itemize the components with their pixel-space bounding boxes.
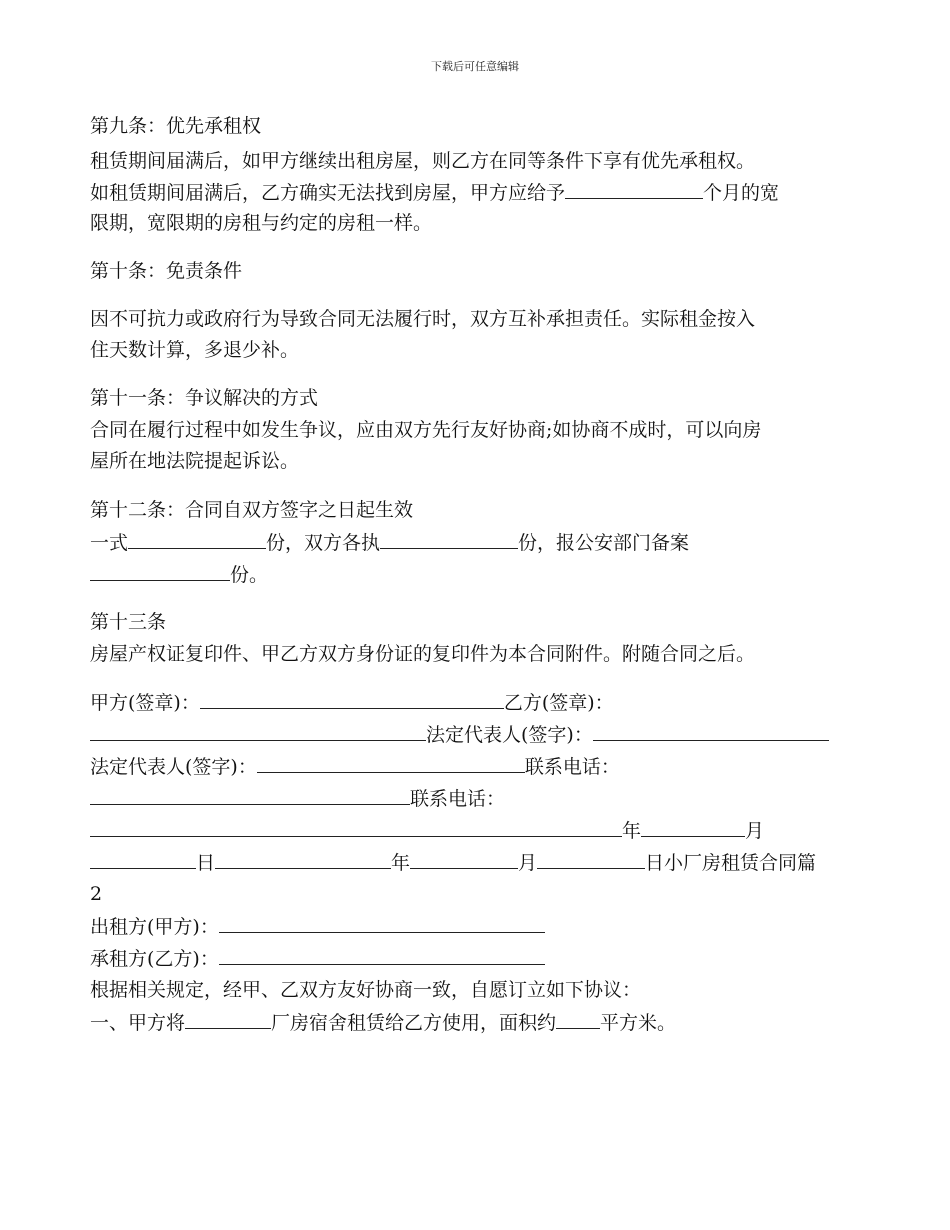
- signature-line-3: [90, 754, 620, 779]
- copies-prefix: 一式: [90, 532, 129, 554]
- article-12-title: 第十二条：合同自双方签字之日起生效: [90, 499, 414, 521]
- area-blank[interactable]: [556, 1010, 600, 1029]
- premises-blank[interactable]: [185, 1010, 271, 1029]
- article-9-para-3: 限期，宽限期的房租与约定的房租一样。: [90, 212, 433, 234]
- month-label: 月: [745, 820, 765, 842]
- grace-months-blank[interactable]: [565, 180, 703, 199]
- clause-1-text-b: 厂房宿舍租赁给乙方使用，面积约: [271, 1012, 557, 1034]
- article-9-para-2: [90, 180, 779, 205]
- copies-each-blank[interactable]: [380, 530, 518, 549]
- copies-each-text: 份，双方各执: [266, 532, 381, 554]
- article-11-para-2: 屋所在地法院提起诉讼。: [90, 450, 300, 472]
- signature-line-4: [90, 786, 505, 811]
- copies-suffix: 份。: [230, 564, 269, 586]
- party-b-seal-blank[interactable]: [90, 722, 426, 741]
- article-12-para-2: [90, 562, 268, 587]
- lessor-blank[interactable]: [219, 914, 545, 933]
- rep-sign-blank-2[interactable]: [257, 754, 525, 773]
- copies-total-blank[interactable]: [128, 530, 266, 549]
- lessee-line: [90, 946, 545, 971]
- lessor-label: 出租方(甲方)：: [90, 916, 219, 938]
- article-11-para-1: 合同在履行过程中如发生争议，应由双方先行友好协商;如协商不成时，可以向房: [90, 419, 762, 441]
- lessor-line: [90, 914, 545, 939]
- date-line-1: [90, 818, 764, 843]
- article-11-title: 第十一条：争议解决的方式: [90, 387, 319, 409]
- month-label-2: 月: [518, 852, 538, 874]
- phone-blank-2[interactable]: [90, 818, 622, 837]
- clause-1-text-c: 平方米。: [600, 1012, 677, 1034]
- article-13-title: 第十三条: [90, 611, 167, 633]
- lessee-blank[interactable]: [219, 946, 545, 965]
- month-blank-2[interactable]: [410, 850, 518, 869]
- lessee-label: 承租方(乙方)：: [90, 948, 219, 970]
- month-blank[interactable]: [641, 818, 745, 837]
- rep-sign-label: 法定代表人(签字)：: [426, 724, 593, 746]
- article-9-para-2-text-a: 如租赁期间届满后，乙方确实无法找到房屋，甲方应给予: [90, 182, 566, 204]
- article-9-para-1: 租赁期间届满后，如甲方继续出租房屋，则乙方在同等条件下享有优先承租权。: [90, 150, 756, 172]
- party-a-seal-label: 甲方(签章)：: [90, 692, 200, 714]
- contract-2-number: 2: [90, 883, 103, 905]
- phone-blank[interactable]: [90, 786, 410, 805]
- signature-line-1: [90, 690, 614, 715]
- party-b-seal-label: 乙方(签章)：: [503, 692, 614, 714]
- phone-label: 联系电话：: [524, 756, 620, 778]
- date-line-2: [90, 850, 816, 875]
- article-10-para-2: 住天数计算，多退少补。: [90, 339, 300, 361]
- year-label: 年: [622, 820, 642, 842]
- article-9-para-2-text-b: 个月的宽: [703, 182, 780, 204]
- year-label-2: 年: [391, 852, 411, 874]
- clause-1-text-a: 一、甲方将: [90, 1012, 186, 1034]
- rep-sign-blank[interactable]: [593, 722, 829, 741]
- article-13-para-1: 房屋产权证复印件、甲乙方双方身份证的复印件为本合同附件。附随合同之后。: [90, 643, 756, 665]
- day-blank[interactable]: [90, 850, 196, 869]
- day-blank-2[interactable]: [537, 850, 645, 869]
- party-a-seal-blank[interactable]: [200, 690, 504, 709]
- rep-sign-label-2: 法定代表人(签字)：: [90, 756, 257, 778]
- copies-filing-blank[interactable]: [90, 562, 230, 581]
- contract-2-intro: 根据相关规定，经甲、乙双方友好协商一致，自愿订立如下协议：: [90, 979, 642, 1001]
- phone-label-2: 联系电话：: [410, 788, 506, 810]
- year-blank-2[interactable]: [215, 850, 391, 869]
- next-contract-title: 日小厂房租赁合同篇: [645, 852, 817, 874]
- article-12-para-1: [90, 530, 689, 555]
- page-header: 下载后可任意编辑: [431, 60, 519, 73]
- signature-line-2: [90, 722, 829, 747]
- copies-filing-text: 份，报公安部门备案: [518, 532, 690, 554]
- article-10-para-1: 因不可抗力或政府行为导致合同无法履行时，双方互补承担责任。实际租金按入: [90, 308, 756, 330]
- article-9-title: 第九条：优先承租权: [90, 115, 262, 137]
- day-label: 日: [196, 852, 216, 874]
- clause-1-line: [90, 1010, 676, 1035]
- article-10-title: 第十条：免责条件: [90, 260, 243, 282]
